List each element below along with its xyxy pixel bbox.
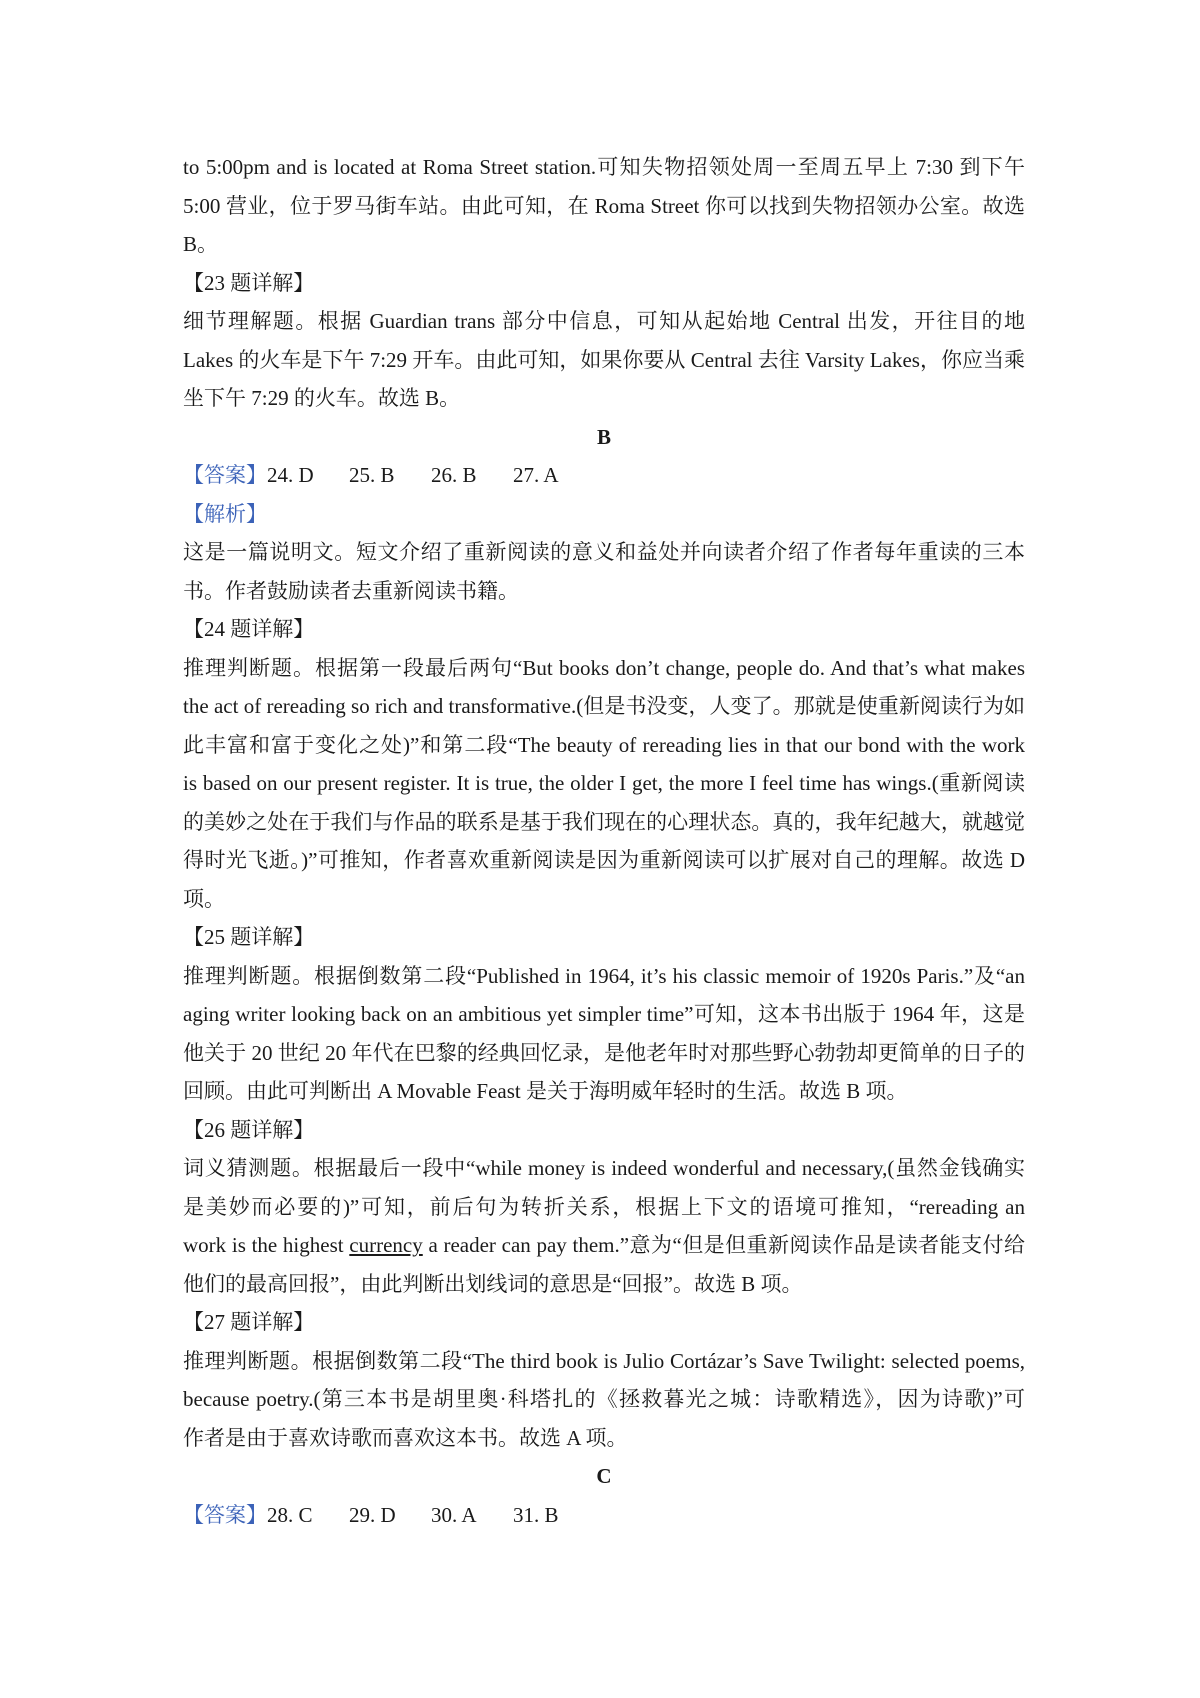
underlined-word: currency [349, 1233, 423, 1257]
text-line: 是美妙而必要的)”可知，前后句为转折关系，根据上下文的语境可推知，“rereading an [183, 1194, 1025, 1219]
text-line: 坐下午 7:29 的火车。故选 B。 [183, 386, 461, 410]
text-line: 作者是由于喜欢诗歌而喜欢这本书。故选 A 项。 [183, 1425, 628, 1450]
text-line: Lakes 的火车是下午 7:29 开车。由此可知，如果你要从 Central 去往 Varsity Lakes，你应当乘 [183, 347, 1025, 372]
answer-item: 26. B [431, 463, 477, 487]
text-line: 书。作者鼓励读者去重新阅读书籍。 [183, 578, 519, 603]
question-heading: 【25 题详解】 [183, 925, 315, 949]
text-line: 此丰富和富于变化之处)”和第二段“The beauty of rereading lies in that our bond with the work [183, 732, 1025, 757]
text-line: is based on our present register. It is true, the older I get, the more I feel time has wings.(重新阅读 [183, 771, 1025, 795]
text-line: aging writer looking back on an ambitious yet simpler time”可知，这本书出版于 1964 年，这是 [183, 1002, 1025, 1026]
answer-label: 【答案】 [183, 1502, 267, 1527]
text-line: because poetry.(第三本书是胡里奥·科塔扎的《拯救暮光之城：诗歌精选》，因为诗歌)”可 [183, 1387, 1025, 1411]
section-heading-c: C [596, 1464, 612, 1488]
text-line: 推理判断题。根据倒数第二段“The third book is Julio Cortázar’s Save Twilight: selected poems, [183, 1348, 1025, 1373]
question-heading: 【23 题详解】 [183, 270, 315, 295]
question-heading: 【24 题详解】 [183, 617, 315, 641]
answer-item: 30. A [431, 1502, 477, 1527]
text-line: 推理判断题。根据第一段最后两句“But books don’t change, people do. And that’s what makes [183, 655, 1025, 680]
answer-line-b [183, 456, 1025, 495]
text-line: 词义猜测题。根据最后一段中“while money is indeed wonderful and necessary,(虽然金钱确实 [183, 1156, 1025, 1180]
text-line [183, 1226, 1025, 1265]
document-page [183, 148, 1025, 1534]
section-heading-b: B [596, 424, 611, 449]
text-line: to 5:00pm and is located at Roma Street station.可知失物招领处周一至周五早上 7:30 到下午 [183, 155, 1025, 179]
answer-item: 25. B [349, 463, 395, 487]
question-heading: 【26 题详解】 [183, 1117, 315, 1142]
answer-label: 【答案】 [183, 463, 267, 487]
answer-item: 24. D [267, 463, 314, 487]
text-line: B。 [183, 232, 219, 256]
answer-item: 27. A [513, 463, 559, 487]
text-line: 他关于 20 世纪 20 年代在巴黎的经典回忆录，是他老年时对那些野心勃勃却更简单的日子的 [183, 1040, 1025, 1065]
text-segment: work is the highest [183, 1233, 350, 1257]
text-line: the act of rereading so rich and transformative.(但是书没变，人变了。那就是使重新阅读行为如 [183, 694, 1025, 718]
text-line: 项。 [183, 886, 225, 911]
text-line: 他们的最高回报”，由此判断出划线词的意思是“回报”。故选 B 项。 [183, 1271, 803, 1296]
text-line: 的美妙之处在于我们与作品的联系是基于我们现在的心理状态。真的，我年纪越大，就越觉 [183, 809, 1025, 834]
answer-item: 31. B [513, 1502, 559, 1527]
text-segment: a reader can pay them.”意为“但是但重新阅读作品是读者能支付给 [422, 1233, 1025, 1257]
answer-item: 28. C [267, 1502, 313, 1527]
text-line: 回顾。由此可判断出 A Movable Feast 是关于海明威年轻时的生活。故选 B 项。 [183, 1079, 908, 1103]
answer-item: 29. D [349, 1502, 396, 1527]
analysis-label: 【解析】 [183, 501, 267, 526]
text-line: 推理判断题。根据倒数第二段“Published in 1964, it’s his classic memoir of 1920s Paris.”及“an [183, 963, 1025, 988]
text-line: 这是一篇说明文。短文介绍了重新阅读的意义和益处并向读者介绍了作者每年重读的三本 [183, 540, 1025, 564]
text-line: 得时光飞逝。)”可推知，作者喜欢重新阅读是因为重新阅读可以扩展对自己的理解。故选 D [183, 848, 1025, 872]
text-line: 5:00 营业，位于罗马街车站。由此可知，在 Roma Street 你可以找到失物招领办公室。故选 [183, 193, 1025, 218]
text-line: 细节理解题。根据 Guardian trans 部分中信息，可知从起始地 Central 出发，开往目的地 [183, 309, 1025, 333]
answer-line-c [183, 1496, 1025, 1535]
question-heading: 【27 题详解】 [183, 1310, 315, 1334]
